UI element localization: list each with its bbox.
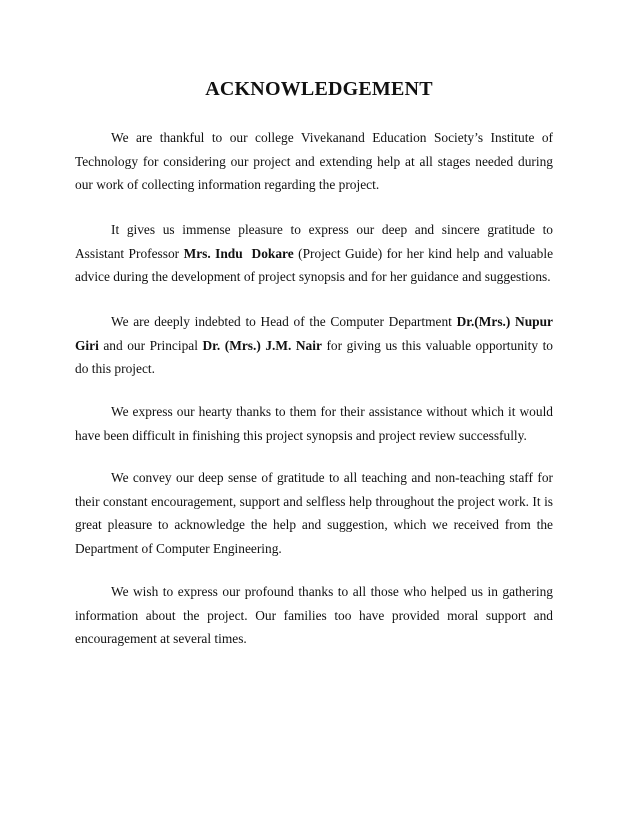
page-title: ACKNOWLEDGEMENT [205, 78, 433, 100]
paragraph-thanks-guide [75, 218, 553, 289]
hod-name: Dr.(Mrs.) Nupur Giri [75, 314, 554, 353]
paragraph-text: for giving us this valuable opportunity to do this project. [75, 337, 553, 376]
guide-name: Mrs. Indu Dokare [183, 245, 294, 261]
paragraph-text: We are deeply indebted to Head of the Computer Department [111, 314, 457, 329]
paragraph-text: It gives us immense pleasure to express our deep and sincere gratitude to Assistant Professor [75, 222, 553, 261]
principal-name: Dr. (Mrs.) J.M. Nair [202, 337, 322, 353]
paragraph-thanks-college: We are thankful to our college Vivekanand Education Society’s Institute of Technology for considering our project and extending help at all stages needed during our work of collecting information regarding the project. [75, 130, 553, 192]
paragraph-thanks-hod-principal [75, 310, 553, 381]
paragraph-text: and our Principal [98, 337, 203, 353]
paragraph-thanks-staff: We convey our deep sense of gratitude to all teaching and non-teaching staff for their constant encouragement, support and selfless help throughout the project work. It is great pleasure to acknowledge the help and suggestion, which we received from the Department of Computer Engineering. [75, 470, 553, 556]
paragraph-thanks-families: We wish to express our profound thanks to all those who helped us in gathering information about the project. Our families too have provided moral support and encouragement at several times. [75, 584, 553, 646]
paragraph-text: (Project Guide) for her kind help and valuable advice during the development of project synopsis and for her guidance and suggestions. [75, 245, 554, 284]
paragraph-hearty-thanks: We express our hearty thanks to them for their assistance without which it would have been difficult in finishing this project synopsis and project review successfully. [75, 404, 553, 443]
